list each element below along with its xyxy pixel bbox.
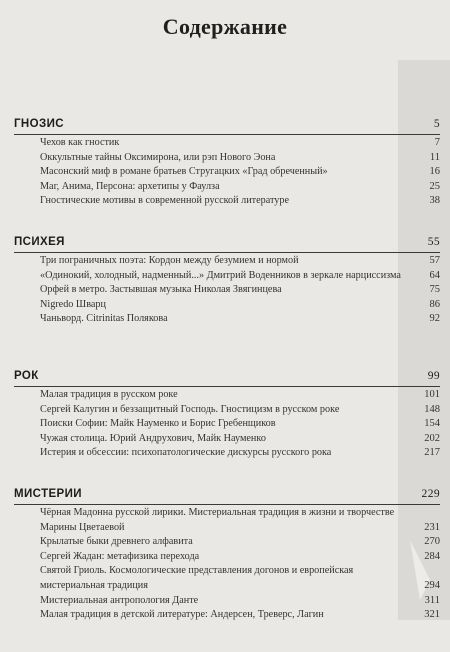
entry-title: «Одинокий, холодный, надменный...» Дмитрий Воденников в зеркале нарциссизма [40, 269, 401, 281]
entry-title: Чёрная Мадонна русской лирики. Мистериальная традиция в жизни и творчестве Марины Цветаевой [40, 507, 395, 533]
section-page: 55 [427, 236, 440, 248]
entry-title: Малая традиция в детской литературе: Андерсен, Треверс, Лагин [40, 609, 324, 621]
entry-page: 148 [424, 403, 440, 415]
entry-title: Оккультные тайны Оксимирона, или рэп Нового Эона [40, 151, 276, 163]
entry-page: 311 [424, 594, 440, 606]
toc-entry [0, 388, 450, 403]
section-page: 99 [427, 370, 440, 382]
toc-entry [0, 506, 450, 535]
toc-entry [0, 194, 450, 209]
toc-entry [0, 432, 450, 447]
entry-page: 11 [429, 151, 440, 163]
section-header [0, 488, 450, 506]
toc-entry [0, 608, 450, 623]
entry-title: Три пограничных поэта: Кордон между безумием и нормой [40, 255, 299, 266]
entry-title: Маг, Анима, Персона: архетипы у Фаулза [40, 180, 220, 192]
toc-entry [0, 180, 450, 195]
toc-entry [0, 594, 450, 609]
entry-title: Поиски Софии: Майк Науменко и Борис Гребенщиков [40, 418, 276, 430]
entry-page: 217 [424, 447, 440, 459]
section-page: 5 [433, 118, 440, 130]
toc-entry [0, 136, 450, 151]
toc-entry [0, 298, 450, 313]
entry-page: 231 [424, 521, 440, 533]
entry-page: 25 [429, 180, 440, 192]
entry-page: 57 [429, 255, 440, 266]
section-rule [14, 386, 440, 387]
section-gnosis [0, 118, 450, 209]
page-title: Содержание [162, 14, 288, 39]
entry-title: Малая традиция в русском роке [40, 389, 178, 400]
toc-entry [0, 417, 450, 432]
section-title: МИСТЕРИИ [14, 488, 82, 500]
toc-entry [0, 165, 450, 180]
section-page: 229 [421, 488, 440, 500]
entry-page: 75 [429, 284, 440, 296]
entry-page: 294 [424, 579, 440, 591]
section-header [0, 370, 450, 388]
toc-entry [0, 151, 450, 166]
entry-title: Чехов как гностик [40, 137, 120, 148]
toc-entry [0, 403, 450, 418]
toc-entry [0, 254, 450, 269]
section-title: ГНОЗИС [14, 118, 64, 130]
section-title: ПСИХЕЯ [14, 236, 65, 248]
toc-entry [0, 312, 450, 327]
entry-page: 64 [429, 269, 440, 281]
entry-title: Святой Гриоль. Космологические представления догонов и европейская мистериальная традиция [40, 565, 354, 591]
entry-page: 86 [429, 298, 440, 310]
section-rock [0, 370, 450, 461]
section-rule [14, 504, 440, 505]
entry-page: 92 [429, 313, 440, 325]
entry-page: 7 [434, 137, 440, 148]
section-rule [14, 134, 440, 135]
toc-entry [0, 269, 450, 284]
entry-title: Чаньворд. Citrinitas Полякова [40, 313, 168, 325]
toc-entry [0, 550, 450, 565]
entry-page: 202 [424, 432, 440, 444]
section-header [0, 236, 450, 254]
entry-title: Nigredo Шварц [40, 298, 106, 310]
section-header [0, 118, 450, 136]
entry-title: Мистериальная антропология Данте [40, 594, 199, 606]
entry-page: 38 [429, 195, 440, 207]
entry-page: 154 [424, 418, 440, 430]
section-mysteries [0, 488, 450, 623]
entry-title: Сергей Калугин и беззащитный Господь. Гностицизм в русском роке [40, 403, 340, 415]
entry-title: Чужая столица. Юрий Андрухович, Майк Науменко [40, 432, 266, 444]
entry-page: 16 [429, 166, 440, 178]
entry-title: Орфей в метро. Застывшая музыка Николая Звягинцева [40, 284, 282, 296]
section-rule [14, 252, 440, 253]
entry-title: Сергей Жадан: метафизика перехода [40, 550, 200, 562]
toc-entry [0, 564, 450, 593]
entry-title: Крылатые быки древнего алфавита [40, 536, 193, 548]
toc-entry [0, 283, 450, 298]
entry-title: Масонский миф в романе братьев Стругацких «Град обреченный» [40, 166, 328, 178]
toc-entry [0, 446, 450, 461]
entry-title: Истерия и обсессии: психопатологические дискурсы русского рока [40, 447, 332, 459]
entry-page: 321 [424, 609, 440, 621]
entry-page: 270 [424, 536, 440, 548]
section-psyche [0, 236, 450, 327]
entry-page: 284 [424, 550, 440, 562]
toc-entry [0, 535, 450, 550]
entry-page: 101 [424, 389, 440, 400]
section-title: РОК [14, 370, 39, 382]
entry-title: Гностические мотивы в современной русской литературе [40, 195, 290, 207]
